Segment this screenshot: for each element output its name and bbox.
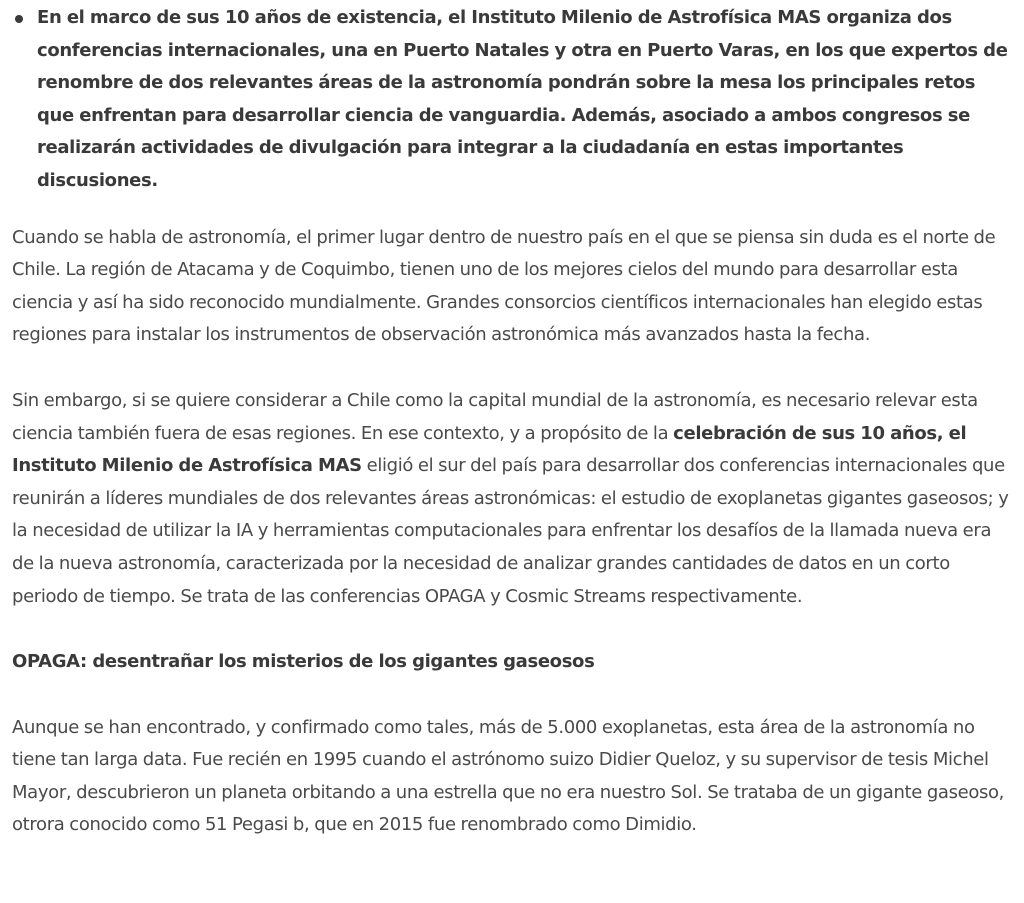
- bullet-icon: [15, 15, 23, 23]
- paragraph-north-chile: Cuando se habla de astronomía, el primer lugar dentro de nuestro país en el que se piensa sin duda es el norte de Chile. La región de Atacama y de Coquimbo, tienen uno de los mejores cielos del mundo para desarrollar esta ciencia y así ha sido reconocido mundialmente. Grandes consorcios científicos internacionales han elegido estas regiones para instalar los instrumentos de observación astronómica más avanzados hasta la fecha.: [12, 226, 996, 346]
- summary-bullet-item: [37, 2, 1012, 198]
- paragraph-exoplanets: Aunque se han encontrado, y confirmado como tales, más de 5.000 exoplanetas, esta área de la astronomía no tiene tan larga data. Fue recién en 1995 cuando el astrónomo suizo Didier Queloz, y su supervisor de tesis Michel Mayor, descubrieron un planeta orbitando a una estrella que no era nuestro Sol. Se trataba de un gigante gaseoso, otrora conocido como 51 Pegasi b, que en 2015 fue renombrado como Dimidio.: [12, 716, 1005, 836]
- summary-text: En el marco de sus 10 años de existencia, el Instituto Milenio de Astrofísica MAS organiza dos conferencias internacionales, una en Puerto Natales y otra en Puerto Varas, en los que expertos de renombre de dos relevantes áreas de la astronomía pondrán sobre la mesa los principales retos que enfrentan para desarrollar ciencia de vanguardia. Además, asociado a ambos congresos se realizarán actividades de divulgación para integrar a la ciudadanía en estas importantes discusiones.: [37, 7, 1008, 191]
- article-body: [12, 2, 1012, 875]
- paragraph-2-after: eligió el sur del país para desarrollar dos conferencias internacionales que reunirán a líderes mundiales de dos relevantes áreas astronómicas: el estudio de exoplanetas gigantes gaseosos; y la necesidad de utilizar la IA y herramientas computacionales para enfrentar los desafíos de la llamada nueva era de la nueva astronomía, caracterizada por la necesidad de analizar grandes cantidades de datos en un corto periodo de tiempo. Se trata de las conferencias OPAGA y Cosmic Streams respectivamente.: [12, 455, 1009, 607]
- paragraph-south-conferences: [12, 385, 1012, 613]
- paragraph-2-before: Sin embargo, si se quiere considerar a Chile como la capital mundial de la astronomía, es necesario relevar esta ciencia también fuera de esas regiones. En ese contexto, y a propósito de la: [12, 389, 978, 444]
- summary-list: [12, 2, 1012, 198]
- opaga-heading: OPAGA: desentrañar los misterios de los gigantes gaseosos: [12, 651, 595, 673]
- paragraph-2-bold: celebración de sus 10 años, el Instituto Milenio de Astrofísica MAS: [12, 422, 967, 477]
